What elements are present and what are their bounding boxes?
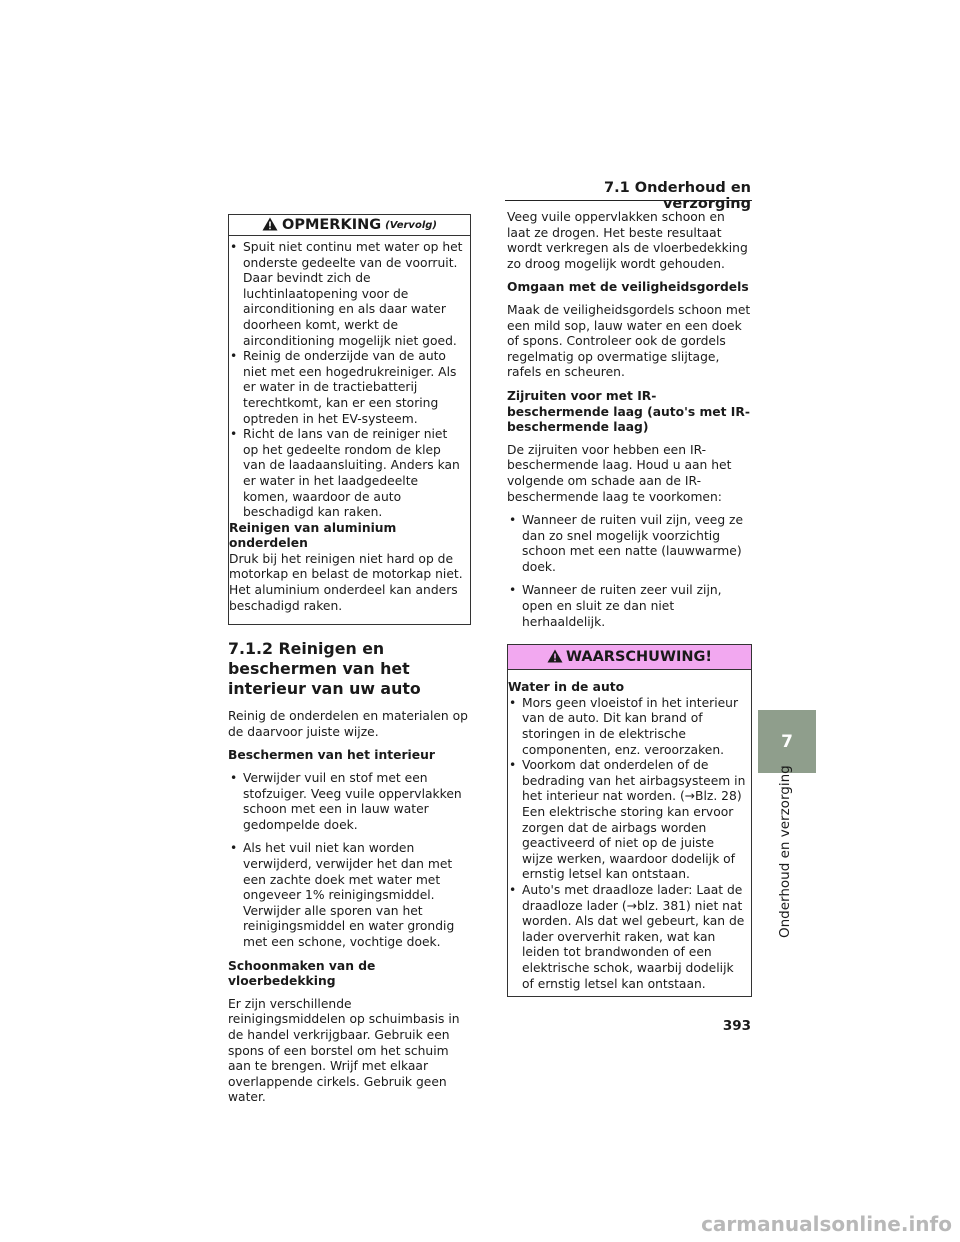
list-item: • Verwijder vuil en stof met een stofzuiger. Veeg vuile oppervlakken schoon met een in lauw water gedompelde doek.	[228, 771, 471, 833]
notice-list	[229, 240, 464, 521]
warning-triangle-icon	[262, 216, 278, 235]
floor-heading: Schoonmaken van de vloerbedekking	[228, 958, 376, 989]
protect-heading: Beschermen van het interieur	[228, 748, 435, 763]
list-item: • Wanneer de ruiten zeer vuil zijn, open en sluit ze dan niet herhaaldelijk.	[507, 583, 752, 630]
page-number: 393	[722, 1018, 751, 1034]
right-column	[507, 210, 752, 997]
list-item: • Reinig de onderzijde van de auto niet met een hogedrukreiniger. Als er water in de tractiebatterij terechtkomt, kan er een storing optreden in het EV-systeem.	[229, 349, 464, 427]
left-column	[228, 214, 471, 1106]
aluminium-heading: Reinigen van aluminium onderdelen	[229, 520, 397, 551]
section-title: 7.1.2 Reinigen en beschermen van het interieur van uw auto	[228, 639, 421, 699]
ir-text: De zijruiten voor hebben een IR-beschermende laag. Houd u aan het volgende om schade aan de IR-beschermende laag te voorkomen:	[507, 442, 732, 504]
chapter-label: Onderhoud en verzorging	[777, 765, 793, 938]
warning-body	[508, 670, 751, 992]
belts-text: Maak de veiligheidsgordels schoon met een mild sop, lauw water en een doek of spons. Controleer ook de gordels regelmatig op overmatige slijtage, rafels en scheuren.	[507, 302, 751, 380]
aluminium-text: Druk bij het reinigen niet hard op de motorkap en belast de motorkap niet. Het aluminium onderdeel kan anders beschadigd raken.	[229, 551, 463, 613]
belts-heading: Omgaan met de veiligheidsgordels	[507, 280, 749, 295]
page-header-title: 7.1 Onderhoud en verzorging	[604, 180, 751, 212]
notice-body	[229, 236, 470, 614]
warning-triangle-icon	[547, 648, 563, 667]
ir-heading: Zijruiten voor met IR-beschermende laag (auto's met IR-beschermende laag)	[507, 388, 750, 435]
list-item: • Voorkom dat onderdelen of de bedrading van het airbagsysteem in het interieur nat worden. (→Blz. 28) Een elektrische storing kan ervoor zorgen dat de airbags worden geactiveerd of niet op de juiste wijze werken, waardoor dodelijk of ernstig letsel kan ontstaan.	[508, 758, 747, 883]
notice-subtitle: (Vervolg)	[385, 219, 437, 231]
warning-title: WAARSCHUWING!	[566, 649, 712, 666]
list-item: • Richt de lans van de reiniger niet op het gedeelte rondom de klep van de laadaansluiting. Anders kan er water in het laadgedeelte komen, waardoor de auto beschadigd kan raken.	[229, 427, 464, 521]
ir-list	[507, 513, 752, 630]
list-item: • Als het vuil niet kan worden verwijderd, verwijder het dan met een zachte doek met water met ongeveer 1% reinigingsmiddel. Verwijder alle sporen van het reinigingsmiddel en water grondig met een schone, vochtige doek.	[228, 841, 471, 950]
notice-header	[229, 215, 470, 236]
notice-title: OPMERKING	[282, 217, 382, 233]
floor-continued-text: Veeg vuile oppervlakken schoon en laat ze drogen. Het beste resultaat wordt verkregen als de vloerbedekking zo droog mogelijk wordt gehouden.	[507, 210, 748, 271]
floor-text: Er zijn verschillende reinigingsmiddelen op schuimbasis in de handel verkrijgbaar. Gebruik een spons of een borstel om het schuim aan te brengen. Wrijf met elkaar overlappende cirkels. Gebruik geen water.	[228, 996, 460, 1105]
section-intro: Reinig de onderdelen en materialen op de daarvoor juiste wijze.	[228, 709, 468, 739]
warning-heading: Water in de auto	[508, 680, 625, 695]
chapter-number: 7	[781, 731, 793, 752]
notice-box	[228, 214, 471, 625]
protect-list	[228, 771, 471, 951]
list-item: • Mors geen vloeistof in het interieur van de auto. Dit kan brand of storingen in de elektrische componenten, enz. veroorzaken.	[508, 696, 747, 758]
list-item: • Wanneer de ruiten vuil zijn, veeg ze dan zo snel mogelijk voorzichtig schoon met een natte (lauwwarme) doek.	[507, 513, 752, 575]
warning-list	[508, 696, 747, 992]
chapter-tab	[758, 710, 816, 773]
list-item: • Spuit niet continu met water op het onderste gedeelte van de voorruit. Daar bevindt zich de luchtinlaatopening voor de airconditioning en als daar water doorheen komt, werkt de airconditioning mogelijk niet goed.	[229, 240, 464, 349]
header-rule	[505, 200, 752, 201]
watermark: carmanualsonline.info	[701, 1212, 952, 1236]
warning-box	[507, 644, 752, 997]
list-item: • Auto's met draadloze lader: Laat de draadloze lader (→blz. 381) niet nat worden. Als dat wel gebeurt, kan de lader oververhit raken, wat kan leiden tot brandwonden of een elektrische schok, waarbij dodelijk of ernstig letsel kan ontstaan.	[508, 883, 747, 992]
warning-header	[508, 645, 751, 670]
